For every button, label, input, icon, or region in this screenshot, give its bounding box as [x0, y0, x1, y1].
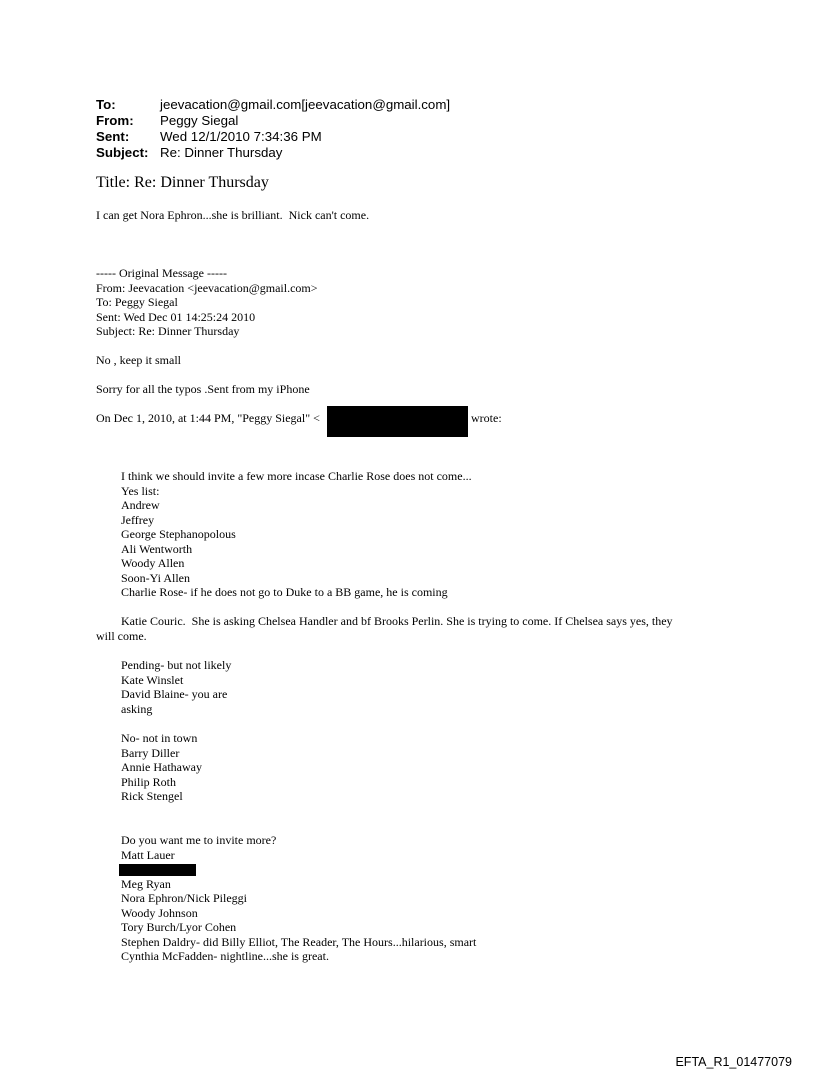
list-item: Woody Johnson — [121, 905, 198, 920]
from-value: Peggy Siegal — [160, 113, 239, 128]
list-item: David Blaine- you are — [121, 687, 228, 701]
list-item: Annie Hathaway — [121, 760, 202, 774]
subject-value: Re: Dinner Thursday — [160, 145, 283, 160]
original-line-1: No , keep it small — [96, 353, 181, 367]
katie-line-2: will come. — [96, 628, 147, 643]
list-item: No- not in town — [121, 731, 198, 745]
list-item: Cynthia McFadden- nightline...she is great. — [121, 949, 329, 963]
list-item: George Stephanopolous — [121, 527, 236, 541]
document-title: Title: Re: Dinner Thursday — [96, 174, 269, 191]
to-label: To: — [96, 97, 116, 112]
original-to: To: Peggy Siegal — [96, 295, 178, 309]
wrote-text: wrote: — [471, 411, 502, 425]
list-item: Matt Lauer — [121, 847, 175, 862]
list-item: Jeffrey — [121, 512, 155, 527]
list-item: Do you want me to invite more? — [121, 833, 277, 847]
reply-text: I can get Nora Ephron...she is brilliant. Nick can't come. — [96, 208, 370, 222]
sent-row — [96, 129, 450, 145]
list-item: Yes list: — [121, 483, 160, 498]
original-from: From: Jeevacation <jeevacation@gmail.com> — [96, 280, 318, 295]
list-item: Philip Roth — [121, 774, 177, 789]
sent-value: Wed 12/1/2010 7:34:36 PM — [160, 129, 322, 144]
original-line-2: Sorry for all the typos .Sent from my iPhone — [96, 382, 310, 396]
original-divider: ----- Original Message ----- — [96, 266, 227, 280]
list-item: Meg Ryan — [121, 876, 171, 891]
on-date-line: On Dec 1, 2010, at 1:44 PM, "Peggy Siegal" < — [96, 411, 320, 425]
list-item: Woody Allen — [121, 556, 185, 570]
to-row — [96, 97, 450, 113]
original-sent: Sent: Wed Dec 01 14:25:24 2010 — [96, 309, 256, 324]
subject-label: Subject: — [96, 145, 149, 160]
from-row — [96, 113, 450, 129]
list-item: asking — [121, 701, 153, 716]
list-item: Kate Winslet — [121, 672, 184, 687]
list-item: Barry Diller — [121, 745, 180, 760]
list-item: Charlie Rose- if he does not go to Duke to a BB game, he is coming — [121, 585, 448, 599]
sent-label: Sent: — [96, 129, 130, 144]
list-item: Ali Wentworth — [121, 541, 193, 556]
subject-row — [96, 145, 450, 161]
to-value: jeevacation@gmail.com[jeevacation@gmail.com] — [160, 97, 451, 112]
original-subject: Subject: Re: Dinner Thursday — [96, 324, 240, 338]
quoted-intro: I think we should invite a few more incase Charlie Rose does not come... — [121, 469, 472, 483]
list-item: Tory Burch/Lyor Cohen — [121, 920, 237, 934]
redaction-bar — [119, 864, 196, 876]
list-item: Andrew — [121, 498, 160, 512]
list-item: Rick Stengel — [121, 789, 183, 803]
email-header — [96, 97, 450, 161]
list-item: Pending- but not likely — [121, 658, 232, 672]
katie-line-1: Katie Couric. She is asking Chelsea Handler and bf Brooks Perlin. She is trying to come. If Chelsea says yes, they — [121, 614, 673, 628]
redaction-box — [327, 406, 468, 437]
from-label: From: — [96, 113, 134, 128]
list-item: Nora Ephron/Nick Pileggi — [121, 891, 247, 905]
list-item: Soon-Yi Allen — [121, 570, 191, 585]
document-id: EFTA_R1_01477079 — [675, 1055, 792, 1069]
list-item: Stephen Daldry- did Billy Elliot, The Reader, The Hours...hilarious, smart — [121, 934, 477, 949]
